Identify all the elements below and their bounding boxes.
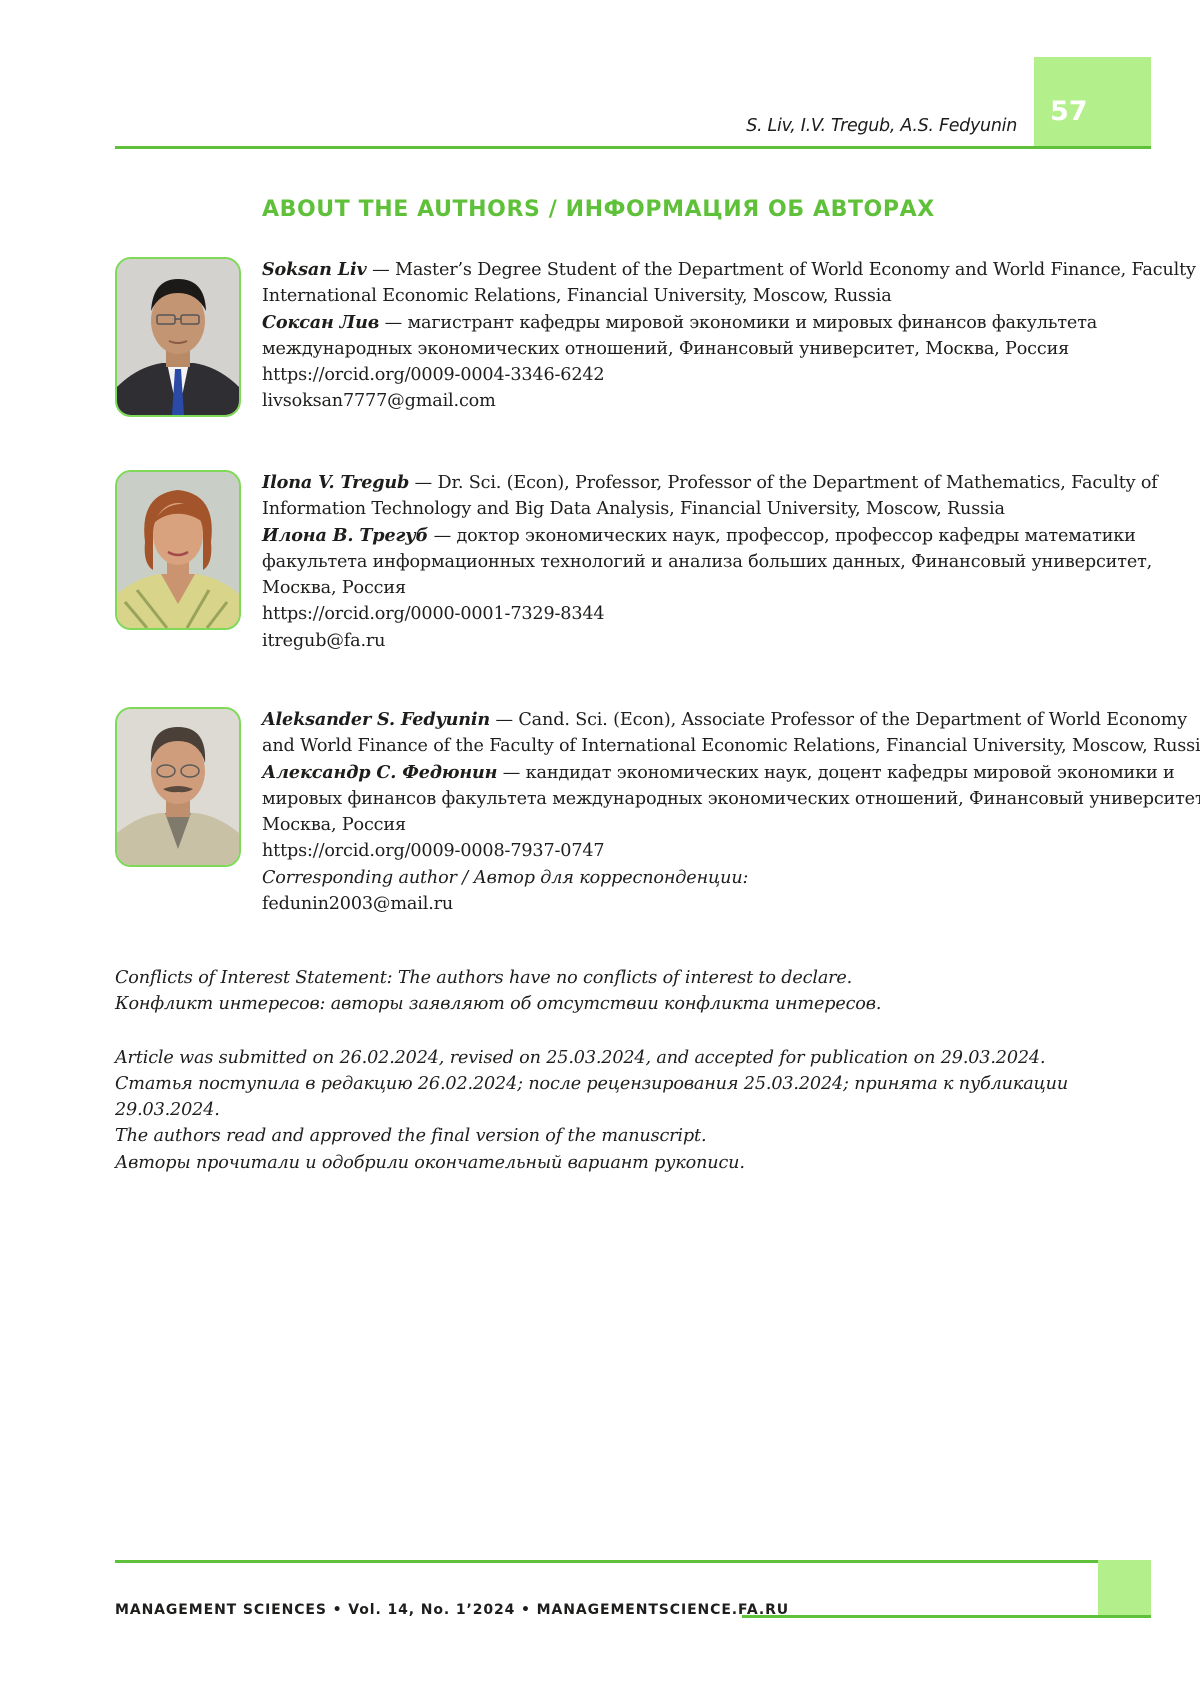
footer-rule [115, 1560, 1151, 1563]
bio-ru [262, 310, 1200, 363]
author-name-ru: Александр С. Федюнин [262, 762, 497, 783]
author-desc-en: — Dr. Sci. (Econ), Professor, Professor of the Department of Mathematics, Faculty of Information Technology and Big Data Analysis, Financial University, Moscow, Russia [262, 473, 1158, 519]
orcid-link[interactable]: https://orcid.org/0000-0001-7329-8344 [262, 601, 1200, 627]
author-desc-ru: — магистрант кафедры мировой экономики и мировых финансов факультета международных экономических отношений, Финансовый университет, Москва, Россия [262, 313, 1097, 359]
orcid-link[interactable]: https://orcid.org/0009-0008-7937-0747 [262, 838, 1200, 864]
author-desc-ru: — доктор экономических наук, профессор, профессор кафедры математики факультета информационных технологий и анализа больших данных, Финансовый университет, Москва, Россия [262, 526, 1152, 599]
running-head: S. Liv, I.V. Tregub, A.S. Fedyunin [746, 116, 1017, 136]
approved-en: The authors read and approved the final version of the manuscript. [115, 1123, 1135, 1149]
author-desc-en: — Cand. Sci. (Econ), Associate Professor of the Department of World Economy and World Finance of the Faculty of International Economic Relations, Financial University, Moscow, Russia [262, 710, 1200, 756]
orcid-link[interactable]: https://orcid.org/0009-0004-3346-6242 [262, 362, 1200, 388]
email-link[interactable]: fedunin2003@mail.ru [262, 891, 1200, 917]
bio-ru [262, 523, 1200, 602]
author-name-ru: Соксан Лив [262, 312, 379, 333]
footer-rule-bottom [742, 1615, 1151, 1618]
author-photo-fedyunin [115, 707, 241, 867]
footer-journal: MANAGEMENT SCIENCES • Vol. 14, No. 1’2024 • MANAGEMENTSCIENCE.FA.RU [115, 1602, 789, 1618]
email-link[interactable]: itregub@fa.ru [262, 628, 1200, 654]
author-name-ru: Илона В. Трегуб [262, 525, 428, 546]
author-name-en: Aleksander S. Fedyunin [262, 709, 490, 730]
email-link[interactable]: livsoksan7777@gmail.com [262, 388, 1200, 414]
author-photo-liv [115, 257, 241, 417]
approved-ru: Авторы прочитали и одобрили окончательный вариант рукописи. [115, 1150, 1135, 1176]
author-bio-tregub [262, 470, 1200, 654]
bio-en [262, 257, 1200, 310]
bio-en [262, 707, 1200, 760]
author-name-en: Ilona V. Tregub [262, 472, 409, 493]
author-bio-fedyunin [262, 707, 1200, 917]
submitted-ru: Статья поступила в редакцию 26.02.2024; после рецензирования 25.03.2024; принята к публикации 29.03.2024. [115, 1071, 1135, 1124]
author-desc-ru: — кандидат экономических наук, доцент кафедры мировой экономики и мировых финансов факультета международных экономических отношений, Финансовый университет, Москва, Россия [262, 763, 1200, 836]
statements [115, 965, 1135, 1176]
corresponding-author-label: Corresponding author / Автор для корреспонденции: [262, 865, 1200, 891]
author-photo-tregub [115, 470, 241, 630]
bio-ru [262, 760, 1200, 839]
conflict-en: Conflicts of Interest Statement: The authors have no conflicts of interest to declare. [115, 965, 1135, 991]
section-title: ABOUT THE AUTHORS / ИНФОРМАЦИЯ ОБ АВТОРАХ [262, 197, 935, 222]
author-desc-en: — Master’s Degree Student of the Department of World Economy and World Finance, Faculty of International Economic Relations, Financial University, Moscow, Russia [262, 260, 1200, 306]
bio-en [262, 470, 1200, 523]
submitted-en: Article was submitted on 26.02.2024, revised on 25.03.2024, and accepted for publication on 29.03.2024. [115, 1045, 1135, 1071]
conflict-ru: Конфликт интересов: авторы заявляют об отсутствии конфликта интересов. [115, 991, 1135, 1017]
page-number: 57 [1050, 96, 1088, 127]
footer-box [1098, 1560, 1151, 1617]
author-bio-liv [262, 257, 1200, 415]
header-rule [115, 146, 1151, 149]
author-name-en: Soksan Liv [262, 259, 367, 280]
